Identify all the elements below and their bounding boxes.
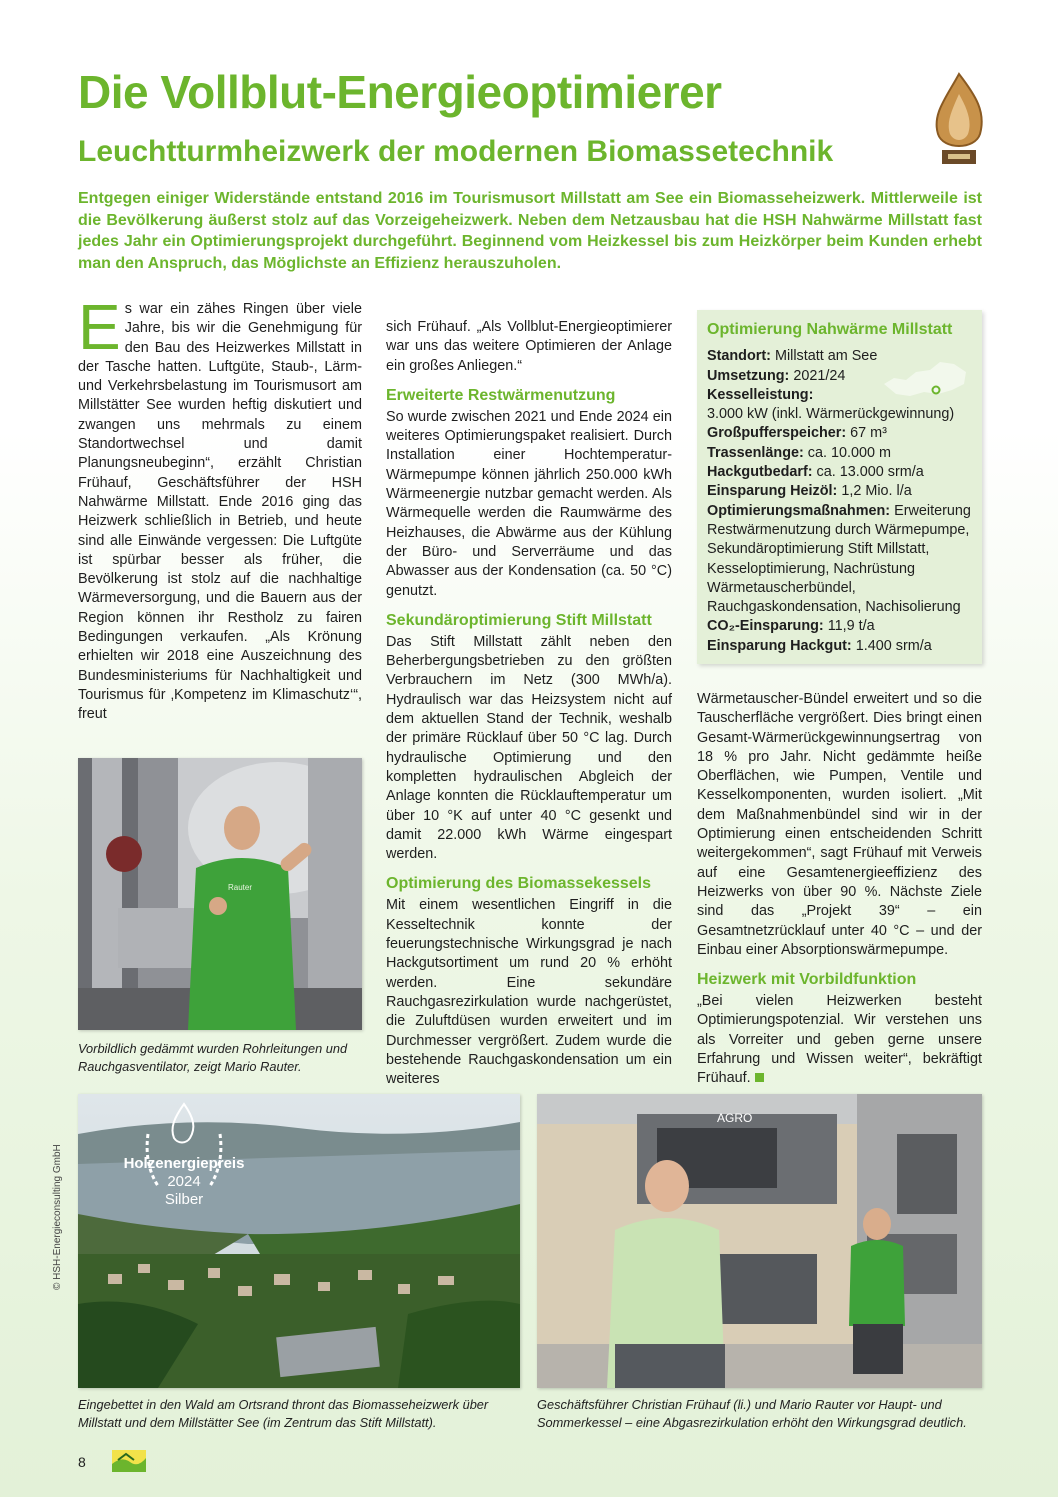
heading-vorbildfunktion: Heizwerk mit Vorbildfunktion xyxy=(697,971,917,989)
info-box-key: Hackgutbedarf: xyxy=(707,464,813,481)
badge-line-3: Silber xyxy=(164,1191,204,1208)
col2-paragraph-3: Das Stift Millstatt zählt neben den Beherbergungsbetrieben zu den größten Verbrauchern im Netz (300 MWh/a). Hydraulisch war das Heizsystem nicht auf dem aktuellen Stand der Technik, weshalb der primäre Rücklauf über 50 °C lag. Durch hydraulische Optimierung und den kompletten hydraulischen Abgleich der Anlage konnten die Rücklauftemperatur um über 10 °K auf unter 40 °C gesenkt und damit 22.000 kWh Wärme eingespart werden. xyxy=(386,633,672,863)
info-box-value: Erweiterung Restwärmenutzung durch Wärmepumpe, Sekundäroptimierung Stift Millstatt, Kesseloptimierung, Nachrüstung Wärmetauscherbündel, Rauchgaskondensation, Nachisolierung xyxy=(707,502,971,616)
boiler-brand-text: AGRO xyxy=(717,1111,753,1125)
info-box-value: 1,2 Mio. l/a xyxy=(837,483,912,500)
info-box-row xyxy=(707,482,972,501)
magazine-logo-icon xyxy=(112,1450,146,1472)
lead-paragraph: Entgegen einiger Widerstände entstand 2016 im Tourismusort Millstatt am See ein Biomasseheizwerk. Mittlerweile ist die Bevölkerung äußerst stolz auf das Vorzeigeheizwerk. Neben dem Netzausbau hat die HSH Nahwärme Millstatt fast jedes Jahr ein Optimierungsprojekt durchgeführt. Beginnend vom Heizkessel bis zum Heizkörper beim Kunden erhebt man den Anspruch, das Möglichste an Effizienz herauszuholen. xyxy=(78,190,982,272)
shirt-logo-text: Rauter xyxy=(228,883,253,892)
info-box-value: Millstatt am See xyxy=(770,348,878,365)
info-box-row xyxy=(707,502,972,618)
info-box-row xyxy=(707,637,972,656)
info-box-value: 11,9 t/a xyxy=(823,618,875,635)
info-box-value: 1.400 srm/a xyxy=(851,637,932,654)
photo-credit: © HSH-Energieconsulting GmbH xyxy=(52,1144,63,1290)
info-box-row xyxy=(707,617,972,636)
caption-millstatt-aerial: Eingebettet in den Wald am Ortsrand thront das Biomasseheizwerk über Millstatt und dem Millstätter See (im Zentrum das Stift Millstatt). xyxy=(78,1397,489,1430)
photo-rohrleitungen-image xyxy=(78,758,362,1030)
info-box-row xyxy=(707,424,972,443)
austria-map-icon xyxy=(880,350,970,410)
flame-award-icon xyxy=(928,72,990,168)
column-1 xyxy=(78,291,362,725)
photo-kessel xyxy=(537,1094,982,1388)
info-box-key: Großpufferspeicher: xyxy=(707,425,847,442)
col3-paragraph-2: „Bei vielen Heizwerken besteht Optimierungspotenzial. Wir verstehen uns als Vorreiter und geben gerne unsere Erfahrung und Wissen weiter“, bekräftigt Frühauf. xyxy=(697,993,982,1087)
column-3 xyxy=(697,690,982,1089)
info-box-value: 67 m³ xyxy=(846,425,887,442)
info-box-value: 3.000 kW (inkl. Wärmerückgewinnung) xyxy=(707,406,955,423)
col3-paragraph-1: Wärmetauscher-Bündel erweitert und so die Tauscherfläche vergrößert. Dies bringt einen Gesamt-Wärmerückgewinnungsertrag von 18 % pro Jahr. Nicht gedämmte heiße Oberflächen, wie Pumpen, Ventile und Kesselkomponenten, wurden isoliert. „Mit dem Maßnahmenbündel sind wir in der Optimierung einen entscheidenden Schritt weitergekommen“, sagt Frühauf mit Verweis auf eine Gesamtenergieeffizienz des Heizwerks von über 90 %. Nächste Ziele sind das „Projekt 39“ – ein Gesamtnetzrücklauf unter 40 °C – und der Einbau einer Absorptionswärmepumpe. xyxy=(697,691,982,958)
info-box-key: Umsetzung: xyxy=(707,367,790,384)
badge-line-2: 2024 xyxy=(167,1173,201,1190)
end-mark-icon xyxy=(755,1073,764,1082)
info-box-key: Einsparung Hackgut: xyxy=(707,637,852,654)
info-box-row xyxy=(707,463,972,482)
heading-biomassekessel: Optimierung des Biomassekessels xyxy=(386,875,651,893)
info-box-value: ca. 13.000 srm/a xyxy=(812,464,924,481)
photo-rohrleitungen xyxy=(78,758,362,1030)
badge-line-1: Holzenergiepreis xyxy=(123,1155,245,1172)
caption-kessel: Geschäftsführer Christian Frühauf (li.) und Mario Rauter vor Haupt- und Sommerkessel – eine Abgasrezirkulation erhöht den Wirkungsgrad deutlich. xyxy=(537,1397,967,1430)
info-box-key: Kesselleistung: xyxy=(707,386,814,403)
col1-paragraph: s war ein zähes Ringen über viele Jahre, bis wir die Genehmigung für den Bau des Heizwerkes Millstatt in der Tasche hatten. Luftgüte, Staub-, Lärm- und Verkehrsbelastung im Tourismusort am Millstätter See wurden heftig diskutiert und zwangen uns mehrmals zu einem Standortwechsel und damit Planungsneubeginn“, erzählt Christian Frühauf, Geschäftsführer der HSH Nahwärme Millstatt. Ende 2016 ging das Heizwerk schließlich in Betrieb, und heute sind alle Einwände vergessen: Die Luftgüte ist spürbar besser als früher, die Bevölkerung ist stolz auf die nachhaltige Wärmeversorgung, und die Bauern aus der Region können ihr Restholz zu fairen Bedingungen verkaufen. „Als Krönung erhielten wir 2018 eine Auszeichnung des Bundesministeriums für Nachhaltigkeit und Tourismus für ‚Kompetenz im Klimaschutz‘“, freut xyxy=(78,301,362,723)
info-box-key: CO₂-Einsparung: xyxy=(707,618,824,635)
article-subtitle: Leuchtturmheizwerk der modernen Biomassetechnik xyxy=(78,135,834,168)
info-box-value: ca. 10.000 m xyxy=(803,444,891,461)
photo-millstatt-image xyxy=(78,1094,520,1388)
info-box-value: 2021/24 xyxy=(789,367,846,384)
info-box-key: Einsparung Heizöl: xyxy=(707,483,838,500)
photo-kessel-image xyxy=(537,1094,982,1388)
col2-paragraph-1: sich Frühauf. „Als Vollblut-Energieoptimierer war uns das weitere Optimieren der Anlage ein großes Anliegen.“ xyxy=(386,319,672,374)
info-box xyxy=(697,310,982,664)
heading-restwaerme: Erweiterte Restwärmenutzung xyxy=(386,386,616,404)
drop-cap: E xyxy=(78,291,121,363)
info-box-key: Trassenlänge: xyxy=(707,444,804,461)
page-number: 8 xyxy=(78,1454,86,1470)
info-box-title: Optimierung Nahwärme Millstatt xyxy=(707,321,953,338)
photo-millstatt-aerial xyxy=(78,1094,520,1388)
heading-sekundaeroptimierung: Sekundäroptimierung Stift Millstatt xyxy=(386,611,652,629)
info-box-key: Optimierungsmaßnahmen: xyxy=(707,502,891,519)
column-2 xyxy=(386,318,672,1089)
info-box-key: Standort: xyxy=(707,348,771,365)
col2-paragraph-4: Mit einem wesentlichen Eingriff in die Kesseltechnik konnte der feuerungstechnische Wirkungsgrad je nach Hackgutsortiment um rund 20 % erhöht werden. Eine sekundäre Rauchgasrezirkulation wurde nachgerüstet, die Zuluftdüsen wurden erweitert und im Durchmesser vergrößert. Zudem wurde die bestehende Rauchgaskondensation um ein weiteres xyxy=(386,897,672,1088)
col2-paragraph-2: So wurde zwischen 2021 und Ende 2024 ein weiteres Optimierungspaket realisiert. Durch Installation einer Hochtemperatur-Wärmepumpe können jährlich 250.000 kWh Wärmeenergie nutzbar gemacht werden. Als Wärmequelle werden die Raumwärme des Heizhauses, die Abwärme aus der Kühlung der Büro- und Serverräume und das Abwasser aus der Kondensation (ca. 50 °C) genutzt. xyxy=(386,408,672,599)
info-box-row xyxy=(707,444,972,463)
caption-rohrleitungen: Vorbildlich gedämmt wurden Rohrleitungen und Rauchgasventilator, zeigt Mario Rauter. xyxy=(78,1041,348,1074)
article-title: Die Vollblut-Energieoptimierer xyxy=(78,66,722,118)
